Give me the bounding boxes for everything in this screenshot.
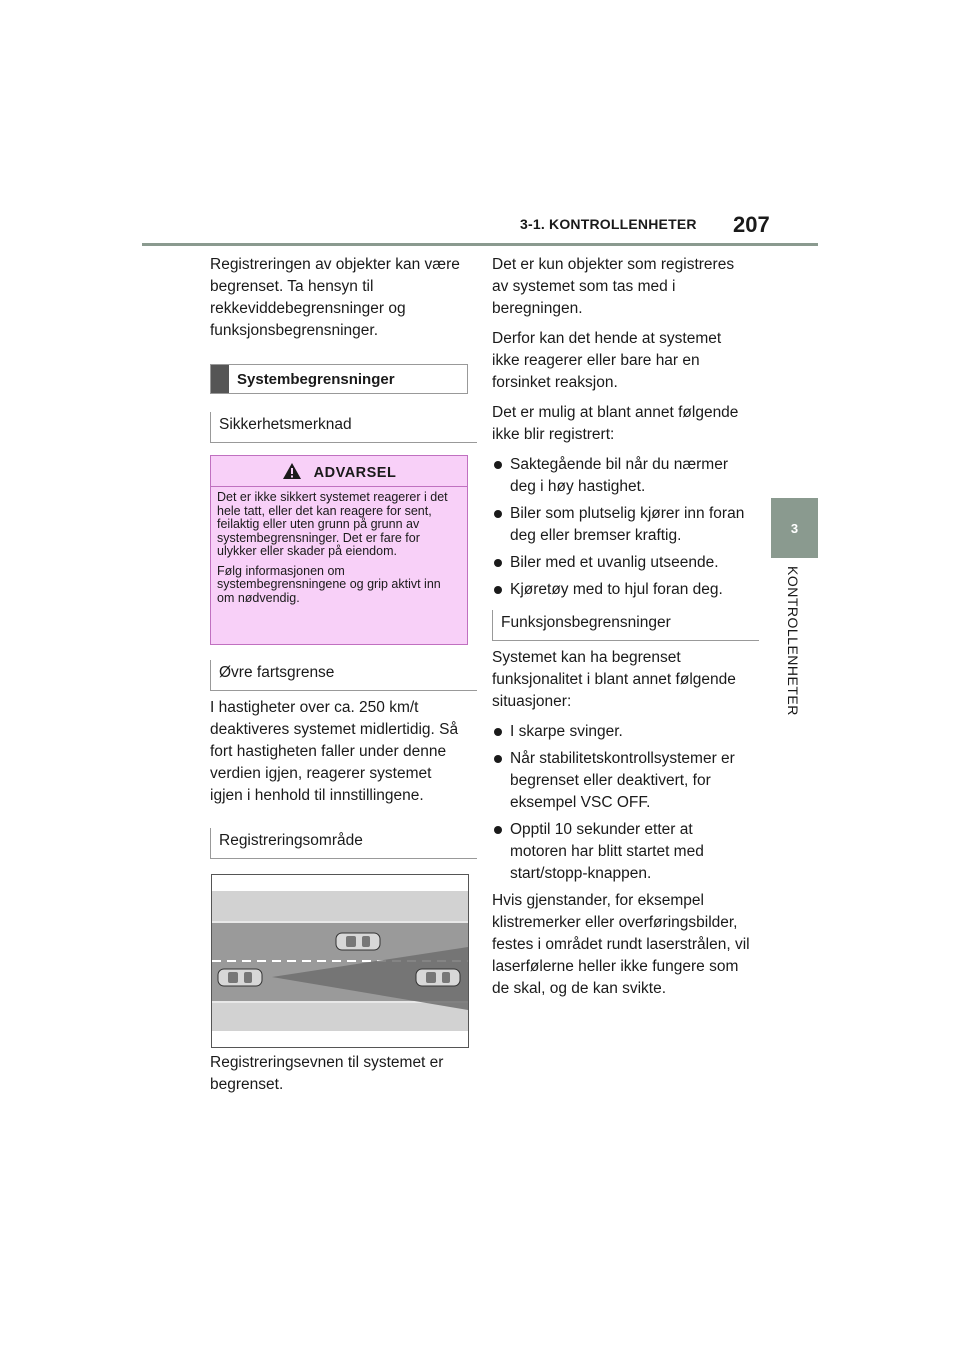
warning-body <box>217 491 461 611</box>
road-illustration <box>212 875 468 1047</box>
function-heading: Funksjonsbegrensninger <box>492 610 759 641</box>
range-heading: Registreringsområde <box>210 828 477 859</box>
list-item: Biler som plutselig kjører inn foran deg eller bremser kraftig. <box>492 503 750 547</box>
warning-title: ADVARSEL <box>313 465 397 481</box>
warning-text: Følg informasjonen om systembegrensningene og grip aktivt inn om nødvendig. <box>217 563 441 605</box>
paragraph: Hvis gjenstander, for eksempel klistremerker eller overføringsbilder, festes i området rundt laserstrålen, vil laserfølerne heller ikke fungere som de skal, og de kan svikte. <box>492 892 750 997</box>
chapter-number: 3 <box>790 520 799 536</box>
car-ahead-left-lane <box>336 933 380 950</box>
list-item: Saktegående bil når du nærmer deg i høy hastighet. <box>492 454 750 498</box>
paragraph: Det er kun objekter som registreres av systemet som tas med i beregningen. <box>492 256 735 317</box>
intro-paragraph: Registreringen av objekter kan være begrenset. Ta hensyn til rekkeviddebegrensninger og funksjonsbegrensninger. <box>210 256 460 339</box>
heading-bar <box>211 365 229 393</box>
car-ahead-same-lane <box>416 969 460 986</box>
speed-paragraph: I hastigheter over ca. 250 km/t deaktiveres systemet midlertidig. Så fort hastigheten faller under denne verdien igjen, reagerer systemet igjen i henhold til innstillingene. <box>210 699 459 804</box>
section-heading: Systembegrensninger <box>237 370 395 388</box>
warning-divider <box>211 486 467 487</box>
list-item: Når stabilitetskontrollsystemer er begrenset eller deaktivert, for eksempel VSC OFF. <box>492 748 750 814</box>
section-heading-box <box>210 364 468 394</box>
list-item: I skarpe svinger. <box>492 721 750 743</box>
list-item: Opptil 10 sekunder etter at motoren har blitt startet med start/stopp-knappen. <box>492 819 750 885</box>
speed-heading: Øvre fartsgrense <box>210 660 477 691</box>
chapter-label: KONTROLLENHETER <box>785 566 801 716</box>
warning-triangle-icon <box>282 462 302 480</box>
right-column-lower <box>492 647 750 1008</box>
right-column <box>492 254 750 606</box>
list-item: Kjøretøy med to hjul foran deg. <box>492 579 750 601</box>
car-ego <box>218 969 262 986</box>
list-item: Biler med et uvanlig utseende. <box>492 552 750 574</box>
page-number: 207 <box>733 212 770 237</box>
paragraph: Systemet kan ha begrenset funksjonalitet i blant annet følgende situasjoner: <box>492 649 736 710</box>
warning-text: Det er ikke sikkert systemet reagerer i det hele tatt, eller det kan reagere for sent, feilaktig eller uten grunn på grunn av systembegrensninger. Det er fare for ulykker eller skader på eiendom. <box>217 490 448 558</box>
safety-heading: Sikkerhetsmerknad <box>210 412 477 443</box>
warning-box <box>210 455 468 645</box>
chapter-tab <box>771 498 818 558</box>
header-rule <box>142 243 818 246</box>
paragraph: Derfor kan det hende at systemet ikke reagerer eller bare har en forsinket reaksjon. <box>492 330 722 391</box>
warning-header <box>211 462 467 481</box>
section-title: 3-1. KONTROLLENHETER <box>520 216 697 232</box>
paragraph: Det er mulig at blant annet følgende ikke blir registrert: <box>492 404 739 443</box>
detection-range-diagram <box>211 874 469 1048</box>
diagram-caption: Registreringsevnen til systemet er begrenset. <box>210 1054 444 1093</box>
